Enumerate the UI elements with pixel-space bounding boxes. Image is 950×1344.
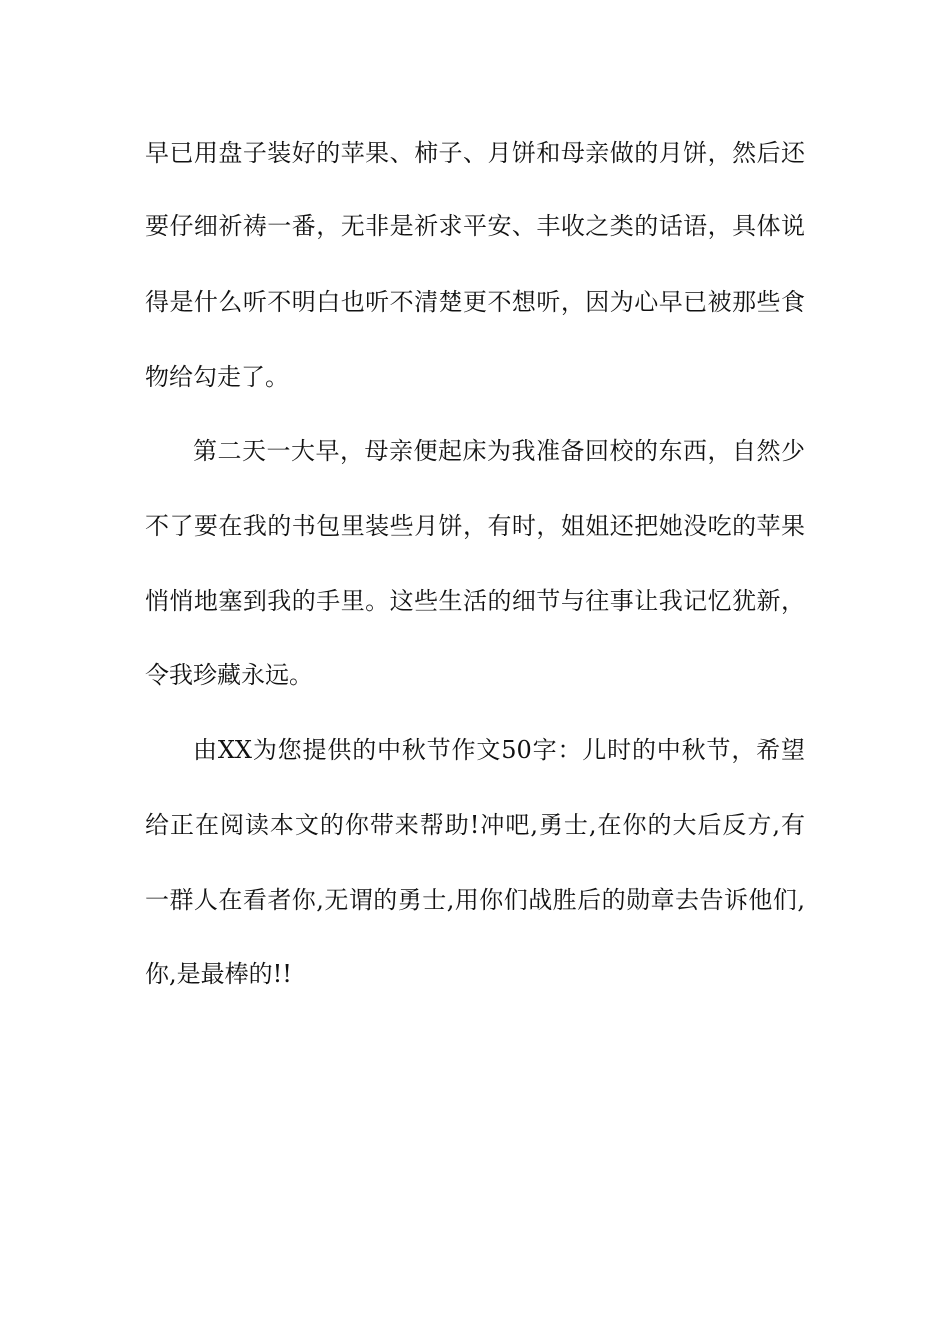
paragraph-1-line-1: 早已用盘子装好的苹果、柿子、月饼和母亲做的月饼，然后还 <box>145 139 805 167</box>
paragraph-3-line-3: 一群人在看者你,无谓的勇士,用你们战胜后的勋章去告诉他们, <box>145 886 805 914</box>
paragraph-3-line-1: 由XX为您提供的中秋节作文50字：儿时的中秋节，希望 <box>193 736 805 764</box>
paragraph-1-line-4: 物给勾走了。 <box>145 363 289 391</box>
paragraph-1-line-2: 要仔细祈祷一番，无非是祈求平安、丰收之类的话语，具体说 <box>145 212 805 240</box>
paragraph-2-line-4: 令我珍藏永远。 <box>145 661 313 689</box>
paragraph-2-line-1: 第二天一大早，母亲便起床为我准备回校的东西，自然少 <box>193 437 805 465</box>
paragraph-3-line-2: 给正在阅读本文的你带来帮助!冲吧,勇士,在你的大后反方,有 <box>145 811 805 839</box>
paragraph-2-line-3: 悄悄地塞到我的手里。这些生活的细节与往事让我记忆犹新， <box>145 587 805 615</box>
paragraph-2-line-2: 不了要在我的书包里装些月饼，有时，姐姐还把她没吃的苹果 <box>145 512 805 540</box>
paragraph-3-line-4: 你,是最棒的!! <box>145 960 292 988</box>
paragraph-1-line-3: 得是什么听不明白也听不清楚更不想听，因为心早已被那些食 <box>145 288 805 316</box>
